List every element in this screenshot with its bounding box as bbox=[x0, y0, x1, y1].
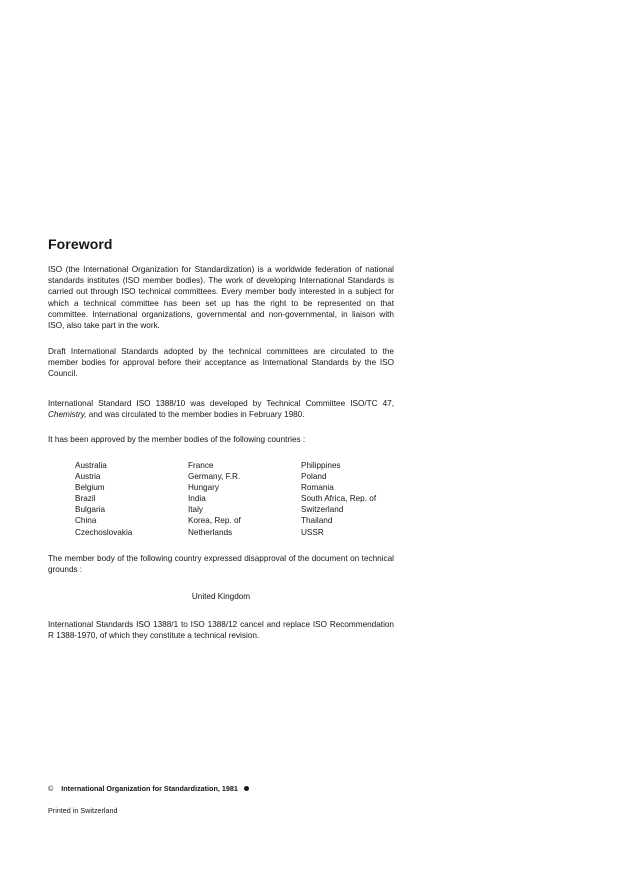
country-item: Austria bbox=[75, 472, 101, 482]
country-item: Germany, F.R. bbox=[188, 472, 241, 482]
countries-column-1 bbox=[75, 460, 185, 538]
copyright-line bbox=[48, 784, 249, 793]
paragraph-replacement: International Standards ISO 1388/1 to ISO 1388/12 cancel and replace ISO Recommendation R 1388-1970, of which they constitute a technical revision. bbox=[48, 620, 394, 641]
paragraph-draft-standards: Draft International Standards adopted by the technical committees are circulated to the member bodies for approval before their acceptance as International Standards by the ISO Council. bbox=[48, 347, 394, 379]
country-item: Italy bbox=[188, 505, 204, 515]
bullet-dot-icon bbox=[244, 786, 249, 791]
country-item: France bbox=[188, 461, 214, 470]
country-item: Czechoslovakia bbox=[75, 527, 133, 537]
disapproving-country: United Kingdom bbox=[191, 592, 251, 601]
country-item: Philippines bbox=[301, 461, 341, 470]
country-item: Poland bbox=[301, 472, 327, 482]
development-text-start: International Standard ISO 1388/10 was developed by Technical Committee ISO/TC 47, bbox=[48, 399, 394, 408]
country-item: South Africa, Rep. of bbox=[301, 494, 377, 504]
country-item: Korea, Rep. of bbox=[188, 516, 241, 526]
printed-location: Printed in Switzerland bbox=[48, 806, 118, 815]
countries-column-3 bbox=[301, 460, 411, 538]
country-item: Thailand bbox=[301, 516, 333, 526]
development-text-end: and was circulated to the member bodies in February 1980. bbox=[86, 410, 305, 420]
country-item: Brazil bbox=[75, 494, 96, 504]
paragraph-approval: It has been approved by the member bodies of the following countries : bbox=[48, 435, 306, 444]
country-item: Australia bbox=[75, 461, 107, 470]
country-item: Romania bbox=[301, 483, 334, 493]
copyright-text: International Organization for Standardization, 1981 bbox=[61, 784, 238, 793]
country-item: Netherlands bbox=[188, 527, 233, 537]
page-title: Foreword bbox=[48, 236, 113, 252]
country-item: Switzerland bbox=[301, 505, 344, 515]
copyright-icon: © bbox=[48, 784, 54, 793]
committee-name: Chemistry, bbox=[48, 410, 87, 420]
countries-column-2 bbox=[188, 460, 298, 538]
country-item: Hungary bbox=[188, 483, 219, 493]
country-item: Bulgaria bbox=[75, 505, 106, 515]
country-item: India bbox=[188, 494, 206, 504]
country-item: Belgium bbox=[75, 483, 105, 493]
paragraph-development bbox=[48, 398, 394, 420]
country-item: USSR bbox=[301, 527, 324, 537]
paragraph-iso-intro: ISO (the International Organization for Standardization) is a worldwide federation of national standards institutes (ISO member bodies). The work of developing International Standards is carried out through ISO technical committees. Every member body interested in a subject for which a technical committee has been set up has the right to be represented on that committee. International organizations, governmental and non-governmental, in liaison with ISO, also take part in the work. bbox=[48, 265, 394, 331]
paragraph-disapproval: The member body of the following country expressed disapproval of the document on technical grounds : bbox=[48, 554, 394, 575]
country-item: China bbox=[75, 516, 97, 526]
